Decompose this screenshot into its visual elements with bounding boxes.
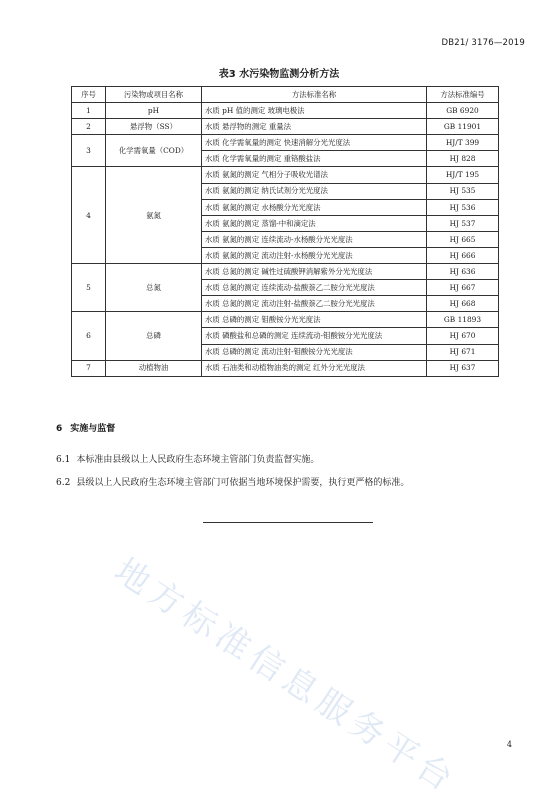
method-name-cell: 水质 石油类和动植物油类的测定 红外分光光度法 — [202, 360, 427, 376]
method-name-cell: 水质 总磷的测定 流动注射-钼酸铵分光光度法 — [202, 344, 427, 360]
table-header-row — [72, 87, 499, 103]
method-code-cell: HJ 636 — [427, 264, 499, 280]
column-header-pollutant: 污染物或项目名称 — [106, 87, 202, 103]
method-name-cell: 水质 悬浮物的测定 重量法 — [202, 119, 427, 135]
method-name-cell: 水质 总氮的测定 流动注射-盐酸萘乙二胺分光光度法 — [202, 296, 427, 312]
pollutant-cell: 动植物油 — [106, 360, 202, 376]
table-row — [72, 264, 499, 280]
monitoring-methods-table — [71, 86, 499, 377]
method-name-cell: 水质 氨氮的测定 纳氏试剂分光光度法 — [202, 183, 427, 199]
method-name-cell: 水质 总磷的测定 钼酸铵分光光度法 — [202, 312, 427, 328]
method-code-cell: GB 6920 — [427, 103, 499, 119]
method-name-cell: 水质 总氮的测定 连续流动-盐酸萘乙二胺分光光度法 — [202, 280, 427, 296]
clause-number: 6.1 — [56, 455, 71, 465]
table-row — [72, 360, 499, 376]
method-code-cell: HJ 637 — [427, 360, 499, 376]
method-code-cell: HJ 668 — [427, 296, 499, 312]
method-code-cell: GB 11901 — [427, 119, 499, 135]
method-name-cell: 水质 氨氮的测定 气相分子吸收光谱法 — [202, 167, 427, 183]
method-code-cell: HJ/T 195 — [427, 167, 499, 183]
table-row — [72, 312, 499, 328]
table-row — [72, 167, 499, 183]
method-code-cell: HJ 536 — [427, 199, 499, 215]
method-code-cell: HJ/T 399 — [427, 135, 499, 151]
table-row — [72, 119, 499, 135]
method-name-cell: 水质 氨氮的测定 连续流动-水杨酸分光光度法 — [202, 231, 427, 247]
section-title: 实施与监督 — [70, 424, 116, 434]
pollutant-cell: 总氮 — [106, 264, 202, 312]
table-body — [72, 103, 499, 377]
method-code-cell: HJ 671 — [427, 344, 499, 360]
clause-text: 县级以上人民政府生态环境主管部门可依据当地环境保护需要，执行更严格的标准。 — [76, 478, 410, 488]
table-title: 表3 水污染物监测分析方法 — [218, 69, 340, 80]
section-heading — [56, 421, 115, 434]
clause-6-2 — [56, 475, 409, 488]
document-code: DB21/ 3176—2019 — [441, 38, 525, 48]
method-name-cell: 水质 氨氮的测定 蒸馏-中和滴定法 — [202, 215, 427, 231]
method-code-cell: HJ 667 — [427, 280, 499, 296]
method-code-cell: HJ 666 — [427, 247, 499, 263]
column-header-no: 序号 — [72, 87, 106, 103]
row-number-cell: 4 — [72, 167, 106, 264]
pollutant-cell: 总磷 — [106, 312, 202, 360]
page-number: 4 — [506, 740, 512, 749]
column-header-method-code: 方法标准编号 — [427, 87, 499, 103]
row-number-cell: 2 — [72, 119, 106, 135]
end-of-document-rule — [203, 522, 373, 523]
method-code-cell: HJ 535 — [427, 183, 499, 199]
method-name-cell: 水质 化学需氧量的测定 重铬酸盐法 — [202, 151, 427, 167]
watermark: 地方标准信息服务平台 — [107, 550, 465, 803]
method-name-cell: 水质 氨氮的测定 水杨酸分光光度法 — [202, 199, 427, 215]
method-code-cell: HJ 537 — [427, 215, 499, 231]
section-number: 6 — [56, 424, 63, 434]
row-number-cell: 3 — [72, 135, 106, 167]
column-header-method-name: 方法标准名称 — [202, 87, 427, 103]
method-name-cell: 水质 pH 值的测定 玻璃电极法 — [202, 103, 427, 119]
method-code-cell: GB 11893 — [427, 312, 499, 328]
method-name-cell: 水质 磷酸盐和总磷的测定 连续流动-钼酸铵分光光度法 — [202, 328, 427, 344]
row-number-cell: 6 — [72, 312, 106, 360]
row-number-cell: 5 — [72, 264, 106, 312]
table-row — [72, 103, 499, 119]
clause-number: 6.2 — [56, 478, 71, 488]
method-name-cell: 水质 化学需氧量的测定 快速消解分光光度法 — [202, 135, 427, 151]
method-code-cell: HJ 670 — [427, 328, 499, 344]
row-number-cell: 1 — [72, 103, 106, 119]
clause-6-1 — [56, 452, 319, 465]
pollutant-cell: 悬浮物（SS） — [106, 119, 202, 135]
method-name-cell: 水质 氨氮的测定 流动注射-水杨酸分光光度法 — [202, 247, 427, 263]
pollutant-cell: pH — [106, 103, 202, 119]
table-row — [72, 135, 499, 151]
pollutant-cell: 氨氮 — [106, 167, 202, 264]
method-code-cell: HJ 828 — [427, 151, 499, 167]
method-code-cell: HJ 665 — [427, 231, 499, 247]
row-number-cell: 7 — [72, 360, 106, 376]
pollutant-cell: 化学需氧量（COD） — [106, 135, 202, 167]
method-name-cell: 水质 总氮的测定 碱性过硫酸钾消解紫外分光光度法 — [202, 264, 427, 280]
clause-text: 本标准由县级以上人民政府生态环境主管部门负责监督实施。 — [76, 455, 320, 465]
